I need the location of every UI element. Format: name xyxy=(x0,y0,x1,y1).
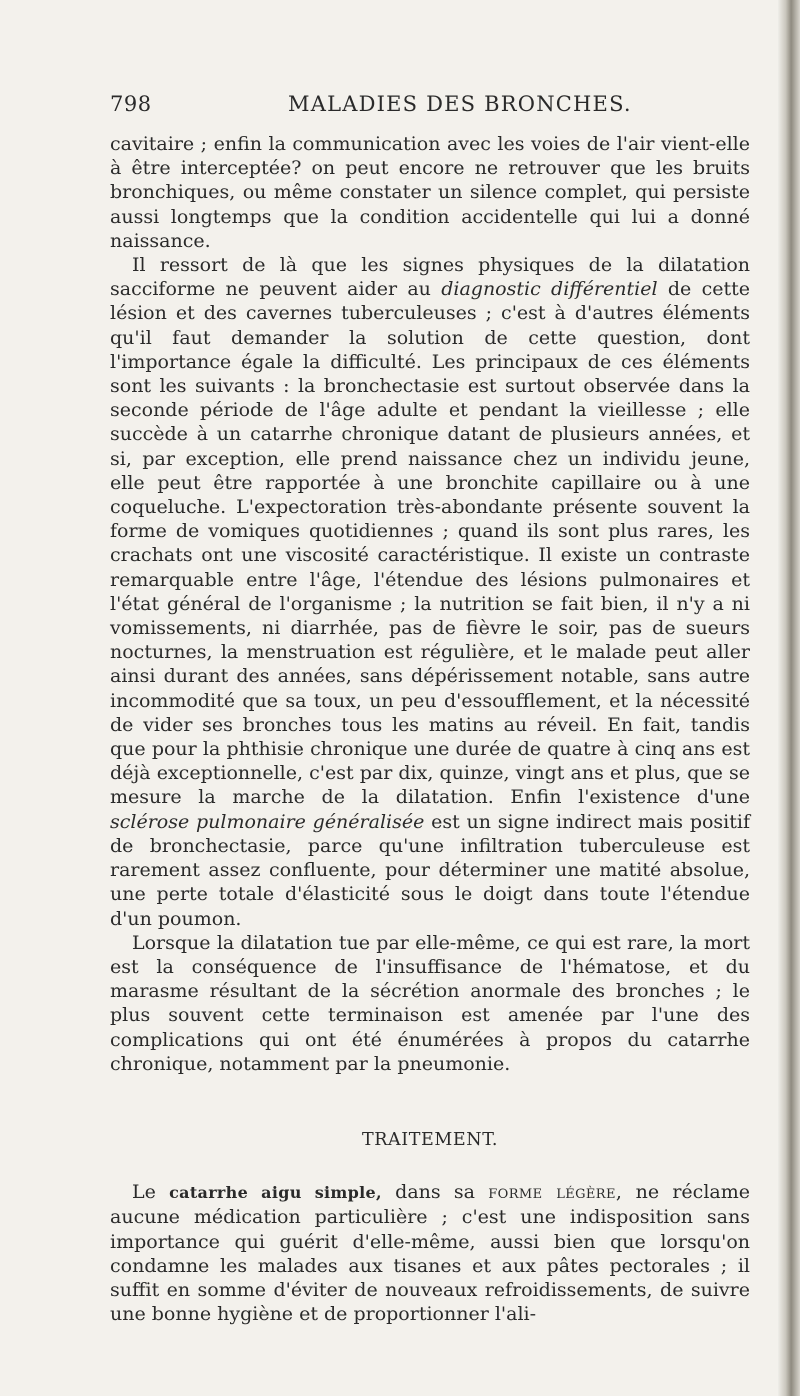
paragraph-3: Lorsque la dilatation tue par elle-même, ce qui est rare, la mort est la conséquence de l'insuffisance de l'hématose, et du marasme résultant de la sécrétion anormale des bronches ; le plus souvent cette terminaison est amenée par l'une des complications qui ont été énumérées à propos du catarrhe chronique, notamment par la pneumonie. xyxy=(110,931,750,1075)
paragraph-4-start: Le xyxy=(132,1181,170,1204)
paragraph-4-mid: dans sa xyxy=(381,1181,489,1204)
forme-legere-term: forme légère, xyxy=(488,1181,623,1204)
paragraph-4-rest: ne réclame aucune médication particulière ; c'est une indisposition sans importance qui guérit d'elle-même, aussi bien que lorsqu'on condamne les malades aux tisanes et aux pâtes pectorales ; il suffit en somme d'éviter de nouveaux refroidissements, de suivre une bonne hygiène et de proportionner l'ali- xyxy=(110,1181,750,1326)
body-text xyxy=(110,132,750,1326)
sclerose-term: sclérose pulmonaire généralisée xyxy=(110,810,425,833)
paragraph-2 xyxy=(110,253,750,931)
page-number: 798 xyxy=(110,92,152,116)
paragraph-4 xyxy=(110,1180,750,1326)
diagnostic-differentiel-term: diagnostic différentiel xyxy=(441,278,658,301)
paragraph-1: cavitaire ; enfin la communication avec les voies de l'air vient-elle à être interceptée? on peut encore ne retrouver que les bruits bronchiques, ou même constater un silence complet, qui persiste aussi longtemps que la condition accidentelle qui lui a donné naissance. xyxy=(110,133,750,252)
page-edge-shadow xyxy=(778,0,800,1396)
catarrhe-aigu-term: catarrhe aigu simple, xyxy=(169,1183,382,1203)
running-title: MALADIES DES BRONCHES. xyxy=(288,92,632,116)
page-header xyxy=(110,92,750,120)
section-heading: TRAITEMENT. xyxy=(361,1129,499,1150)
paragraph-2-part-c: est un signe indirect mais positif de bronchectasie, parce qu'une infiltration tuberculeuse est rarement assez confluente, pour déterminer une matité absolue, une perte totale d'élasticité sous le doigt dans toute l'étendue d'un poumon. xyxy=(110,810,750,930)
paragraph-2-part-b: de cette lésion et des cavernes tuberculeuses ; c'est à d'autres éléments qu'il faut demander la solution de cette question, dont l'importance égale la difficulté. Les principaux de ces éléments sont les suivants : la bronchectasie est surtout observée dans la seconde période de l'âge adulte et pendant la vieillesse ; elle succède à un catarrhe chronique datant de plusieurs années, et si, par exception, elle prend naissance chez un individu jeune, elle peut être rapportée à une bronchite capillaire ou à une coqueluche. L'expectoration très-abondante présente souvent la forme de vomiques quotidiennes ; quand ils sont plus rares, les crachats ont une viscosité caractéristique. Il existe un contraste remarquable entre l'âge, l'étendue des lésions pulmonaires et l'état général de l'organisme ; la nutrition se fait bien, il n'y a ni vomissements, ni diarrhée, pas de fièvre le soir, pas de sueurs nocturnes, la menstruation est régulière, et le malade peut aller ainsi durant des années, sans dépérissement notable, sans autre incommodité que sa toux, un peu d'essoufflement, et la nécessité de vider ses bronches tous les matins au réveil. En fait, tandis que pour la phthisie chronique une durée de quatre à cinq ans est déjà exceptionnelle, c'est par dix, quinze, vingt ans et plus, que se mesure la marche de la dilatation. Enfin l'existence d'une xyxy=(110,278,750,809)
paragraph-2-part-a: Il ressort de là que les signes physiques de la dilatation sacciforme ne peuvent aider au xyxy=(110,254,750,301)
